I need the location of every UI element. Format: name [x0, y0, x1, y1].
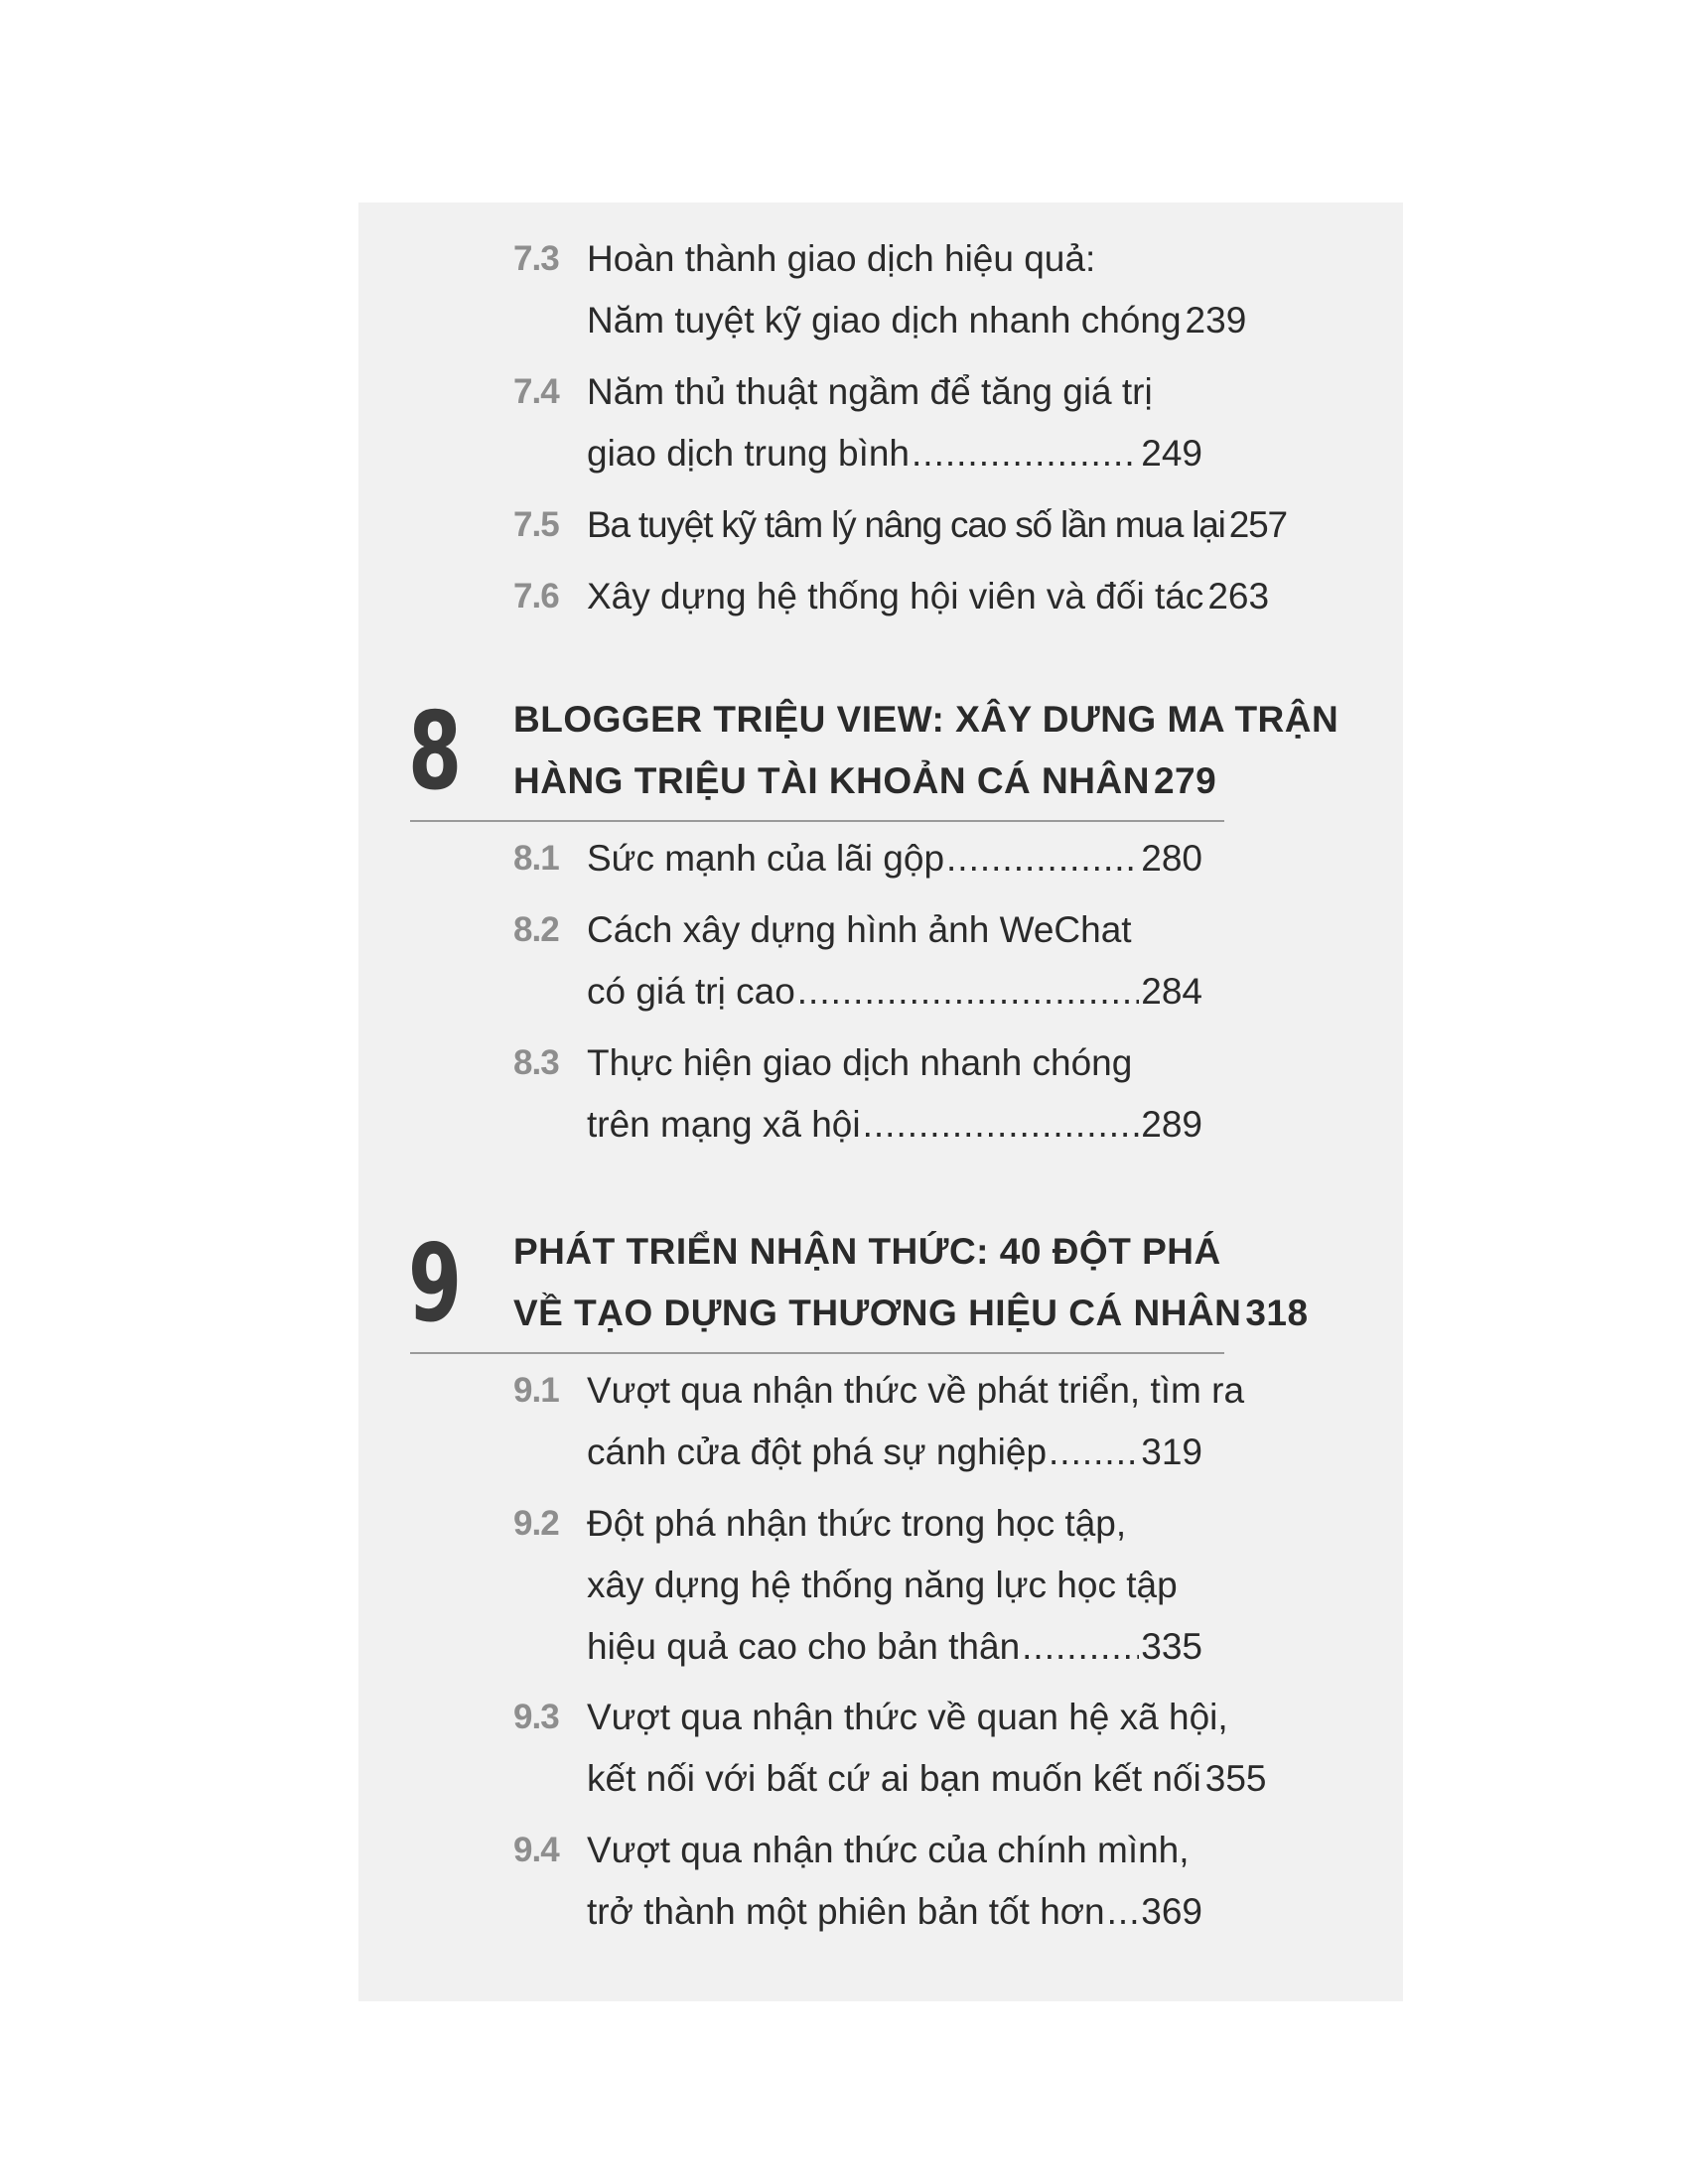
page-number: 289 — [1141, 1104, 1202, 1145]
chapter-number: 8 — [408, 690, 463, 814]
chapter-divider — [410, 820, 1224, 822]
page-number: 355 — [1204, 1758, 1267, 1799]
page-number: 263 — [1207, 576, 1270, 616]
leader-dots — [946, 828, 1139, 889]
page-number: 280 — [1141, 838, 1202, 879]
section-title-line: xây dựng hệ thống năng lực học tập — [587, 1565, 1178, 1605]
section-title-line: Xây dựng hệ thống hội viên và đối tác — [587, 576, 1204, 616]
leader-dots — [863, 1094, 1140, 1156]
section-number: 7.3 — [513, 239, 559, 278]
toc-panel — [358, 203, 1403, 2001]
chapter-title-line: BLOGGER TRIỆU VIEW: XÂY DƯNG MA TRẬN — [513, 699, 1339, 740]
chapter-title-line: VỀ TẠO DỰNG THƯƠNG HIỆU CÁ NHÂN — [513, 1293, 1242, 1333]
section-title-line: Cách xây dựng hình ảnh WeChat — [587, 909, 1132, 950]
section-title-line: Đột phá nhận thức trong học tập, — [587, 1503, 1127, 1544]
section-number: 7.5 — [513, 505, 559, 544]
section-title-line: kết nối với bất cứ ai bạn muốn kết nối — [587, 1758, 1201, 1799]
page-number: 369 — [1141, 1891, 1202, 1932]
chapter-divider — [410, 1352, 1224, 1354]
section-title-line: trở thành một phiên bản tốt hơn — [587, 1891, 1105, 1932]
section-title-line: giao dịch trung bình — [587, 433, 911, 474]
section-number: 8.1 — [513, 839, 559, 878]
page-number: 249 — [1141, 433, 1202, 474]
page-number: 335 — [1141, 1626, 1202, 1667]
chapter-title-line: PHÁT TRIỂN NHẬN THỨC: 40 ĐỘT PHÁ — [513, 1231, 1221, 1272]
leader-dots — [797, 961, 1139, 1023]
chapter-title-line: HÀNG TRIỆU TÀI KHOẢN CÁ NHÂN — [513, 760, 1150, 801]
section-number: 8.3 — [513, 1043, 559, 1082]
section-title-line: Vượt qua nhận thức về quan hệ xã hội, — [587, 1697, 1228, 1737]
section-title-line: Năm thủ thuật ngầm để tăng giá trị — [587, 371, 1153, 412]
section-number: 9.1 — [513, 1371, 559, 1410]
section-title-line: Năm tuyệt kỹ giao dịch nhanh chóng — [587, 300, 1182, 341]
section-title-line: Hoàn thành giao dịch hiệu quả: — [587, 238, 1096, 279]
section-title-line: Sức mạnh của lãi gộp — [587, 838, 945, 879]
leader-dots — [1049, 1422, 1139, 1483]
page-number: 318 — [1245, 1293, 1309, 1333]
leader-dots — [912, 423, 1139, 484]
section-number: 9.4 — [513, 1831, 559, 1869]
section-number: 7.6 — [513, 577, 559, 615]
section-number: 7.4 — [513, 372, 559, 411]
section-title-line: Thực hiện giao dịch nhanh chóng — [587, 1042, 1133, 1083]
section-number: 9.2 — [513, 1504, 559, 1543]
page-number: 257 — [1228, 504, 1287, 545]
chapter-number: 9 — [408, 1222, 463, 1346]
section-title-line: cánh cửa đột phá sự nghiệp — [587, 1432, 1048, 1472]
section-number: 8.2 — [513, 910, 559, 949]
page-number: 284 — [1141, 971, 1202, 1012]
page-number: 239 — [1185, 300, 1247, 341]
section-title-line: trên mạng xã hội — [587, 1104, 861, 1145]
section-title-line: hiệu quả cao cho bản thân — [587, 1626, 1021, 1667]
section-number: 9.3 — [513, 1698, 559, 1736]
section-title-line: có giá trị cao — [587, 971, 795, 1012]
section-title-line: Vượt qua nhận thức của chính mình, — [587, 1830, 1190, 1870]
page-number: 279 — [1153, 760, 1217, 801]
section-title-line: Vượt qua nhận thức về phát triển, tìm ra — [587, 1370, 1245, 1411]
page-number: 319 — [1141, 1432, 1202, 1472]
section-title-line: Ba tuyệt kỹ tâm lý nâng cao số lần mua lại — [587, 504, 1225, 545]
leader-dots — [1022, 1616, 1139, 1678]
leader-dots — [1107, 1881, 1140, 1943]
